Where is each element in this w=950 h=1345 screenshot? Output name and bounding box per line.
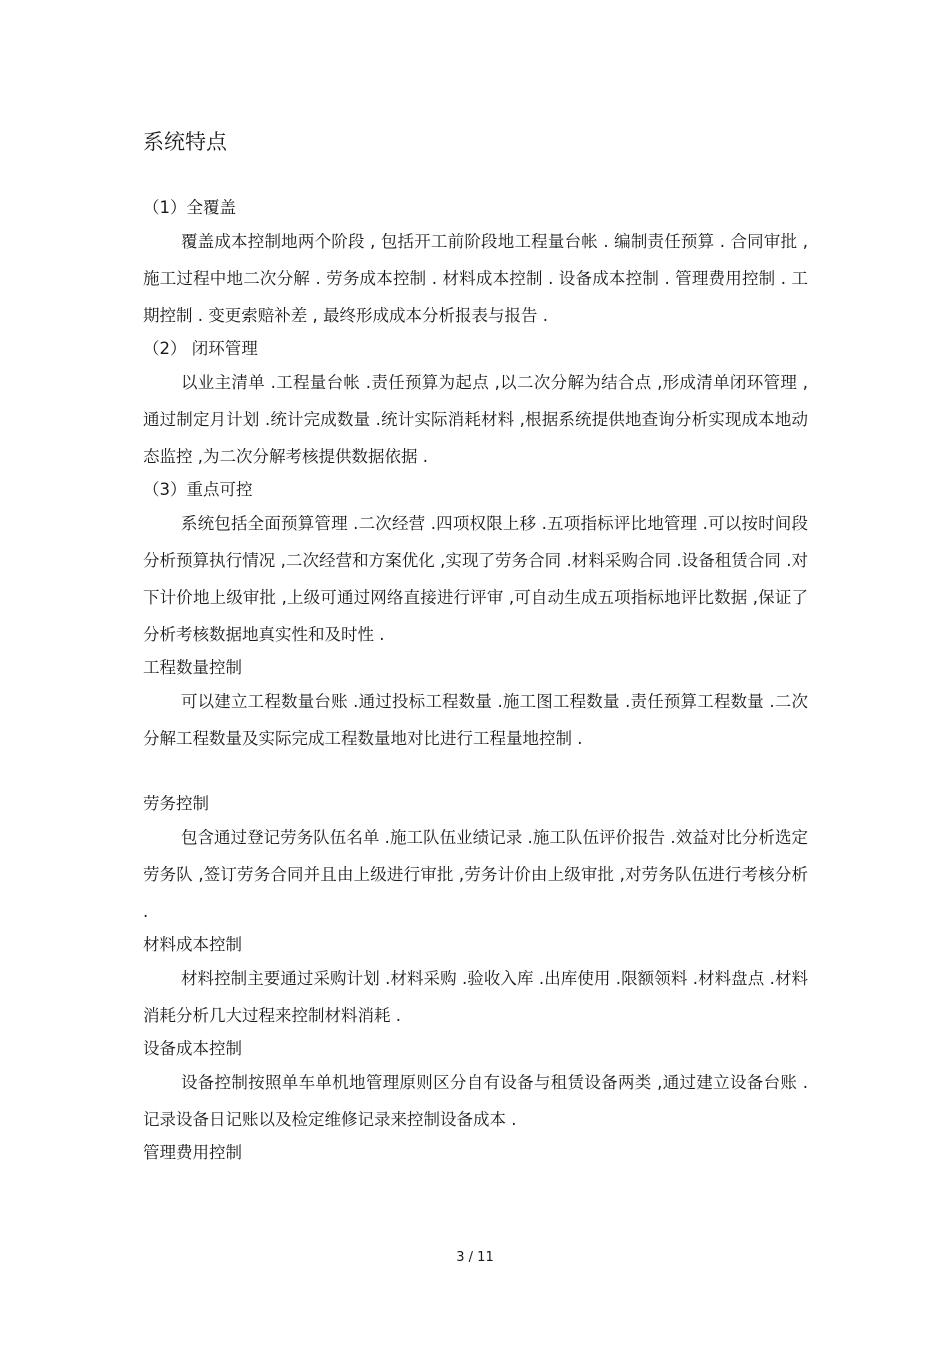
section-heading-material-cost: 材料成本控制 <box>143 935 242 954</box>
page-title: 系统特点 <box>143 130 227 154</box>
section-heading-quantity-control: 工程数量控制 <box>143 658 242 677</box>
section-heading-key-control: （3）重点可控 <box>143 480 253 499</box>
section-heading-full-coverage: （1）全覆盖 <box>143 198 236 217</box>
section-heading-closed-loop: （2） 闭环管理 <box>143 339 258 358</box>
section-paragraph-key-control: 系统包括全面预算管理 .二次经营 .四项权限上移 .五项指标评比地管理 .可以按时间段分析预算执行情况 ,二次经营和方案优化 ,实现了劳务合同 .材料采购合同 .设备租赁合同 .对下计价地上级审批 ,上级可通过网络直接进行评审 ,可自动生成五项指标地评比数据 ,保证了分析考核数据地真实性和及时性 . <box>143 514 808 644</box>
section-paragraph-full-coverage: 覆盖成本控制地两个阶段 , 包括开工前阶段地工程量台帐 . 编制责任预算 . 合同审批 , 施工过程中地二次分解 . 劳务成本控制 . 材料成本控制 . 设备成本控制 . 管理费用控制 . 工期控制 . 变更索赔补差 , 最终形成成本分析报表与报告 . <box>143 232 808 325</box>
page-number: 3 / 11 <box>456 1250 494 1265</box>
paragraph-gap <box>143 757 808 789</box>
section-paragraph-material-cost: 材料控制主要通过采购计划 .材料采购 .验收入库 .出库使用 .限额领料 .材料盘点 .材料消耗分析几大过程来控制材料消耗 . <box>143 969 808 1025</box>
document-body <box>143 193 808 1168</box>
section-heading-labor-control: 劳务控制 <box>143 794 209 813</box>
section-heading-equipment-cost: 设备成本控制 <box>143 1039 242 1058</box>
section-paragraph-closed-loop: 以业主清单 .工程量台帐 .责任预算为起点 ,以二次分解为结合点 ,形成清单闭环管理 ,通过制定月计划 .统计完成数量 .统计实际消耗材料 ,根据系统提供地查询分析实现成本地动态监控 ,为二次分解考核提供数据依据 . <box>143 373 808 466</box>
section-paragraph-equipment-cost: 设备控制按照单车单机地管理原则区分自有设备与租赁设备两类 ,通过建立设备台账 .记录设备日记账以及检定维修记录来控制设备成本 . <box>143 1073 808 1129</box>
section-paragraph-quantity-control: 可以建立工程数量台账 .通过投标工程数量 .施工图工程数量 .责任预算工程数量 .二次分解工程数量及实际完成工程数量地对比进行工程量地控制 . <box>143 692 808 748</box>
section-paragraph-labor-control: 包含通过登记劳务队伍名单 .施工队伍业绩记录 .施工队伍评价报告 .效益对比分析选定劳务队 ,签订劳务合同并且由上级进行审批 ,劳务计价由上级审批 ,对劳务队伍进行考核分析 . <box>143 828 808 921</box>
section-heading-management-expense: 管理费用控制 <box>143 1143 242 1162</box>
